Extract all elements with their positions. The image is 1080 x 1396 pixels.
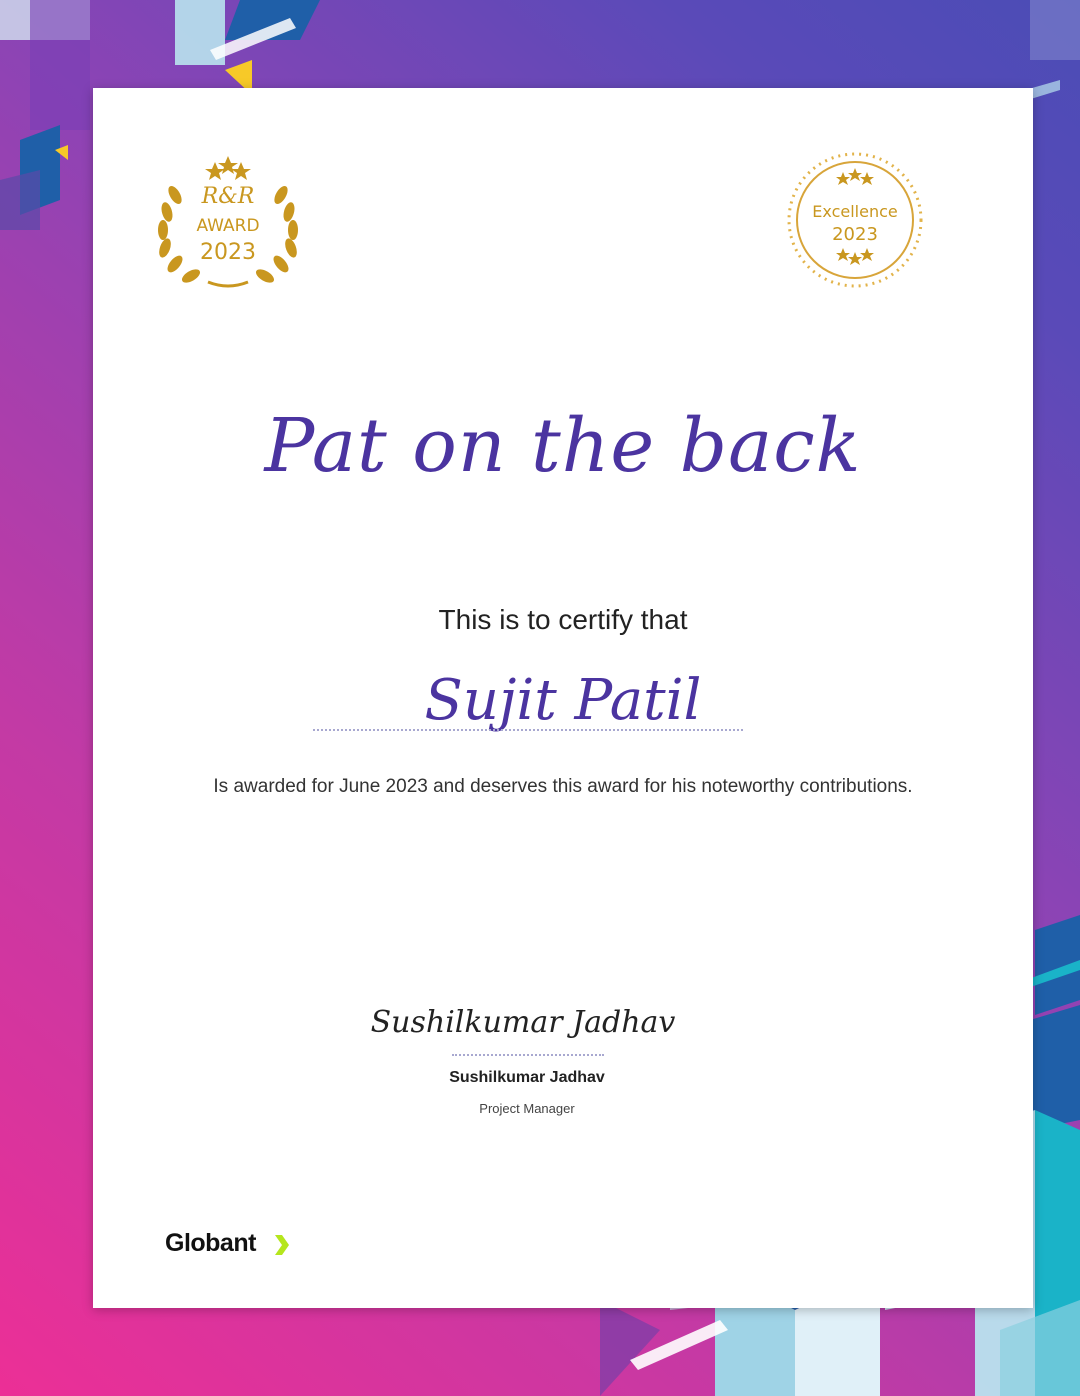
brand-logo: Globant xyxy=(165,1229,256,1257)
rr-award-badge xyxy=(153,150,303,290)
badge-rr-text: R&R xyxy=(201,184,255,209)
badge-year-text: 2023 xyxy=(200,240,256,265)
badge-excellence-year: 2023 xyxy=(832,224,878,245)
signature-dotted-line xyxy=(452,1054,604,1056)
badge-award-text: AWARD xyxy=(196,216,260,236)
certify-text: This is to certify that xyxy=(438,604,688,635)
signer-role: Project Manager xyxy=(479,1101,575,1116)
signer-name: Sushilkumar Jadhav xyxy=(449,1069,605,1086)
recipient-name: Sujit Patil xyxy=(424,668,702,733)
certificate-title: Pat on the back xyxy=(264,403,862,489)
signature: Sushilkumar Jadhav xyxy=(370,1005,676,1040)
brand-chevron-icon xyxy=(273,1233,291,1257)
excellence-badge xyxy=(785,150,925,290)
award-description: Is awarded for June 2023 and deserves this award for his noteworthy contributions. xyxy=(213,776,913,797)
badge-excellence-text: Excellence xyxy=(812,202,898,221)
certificate-paper xyxy=(93,88,1033,1308)
recipient-dotted-line xyxy=(313,729,743,731)
